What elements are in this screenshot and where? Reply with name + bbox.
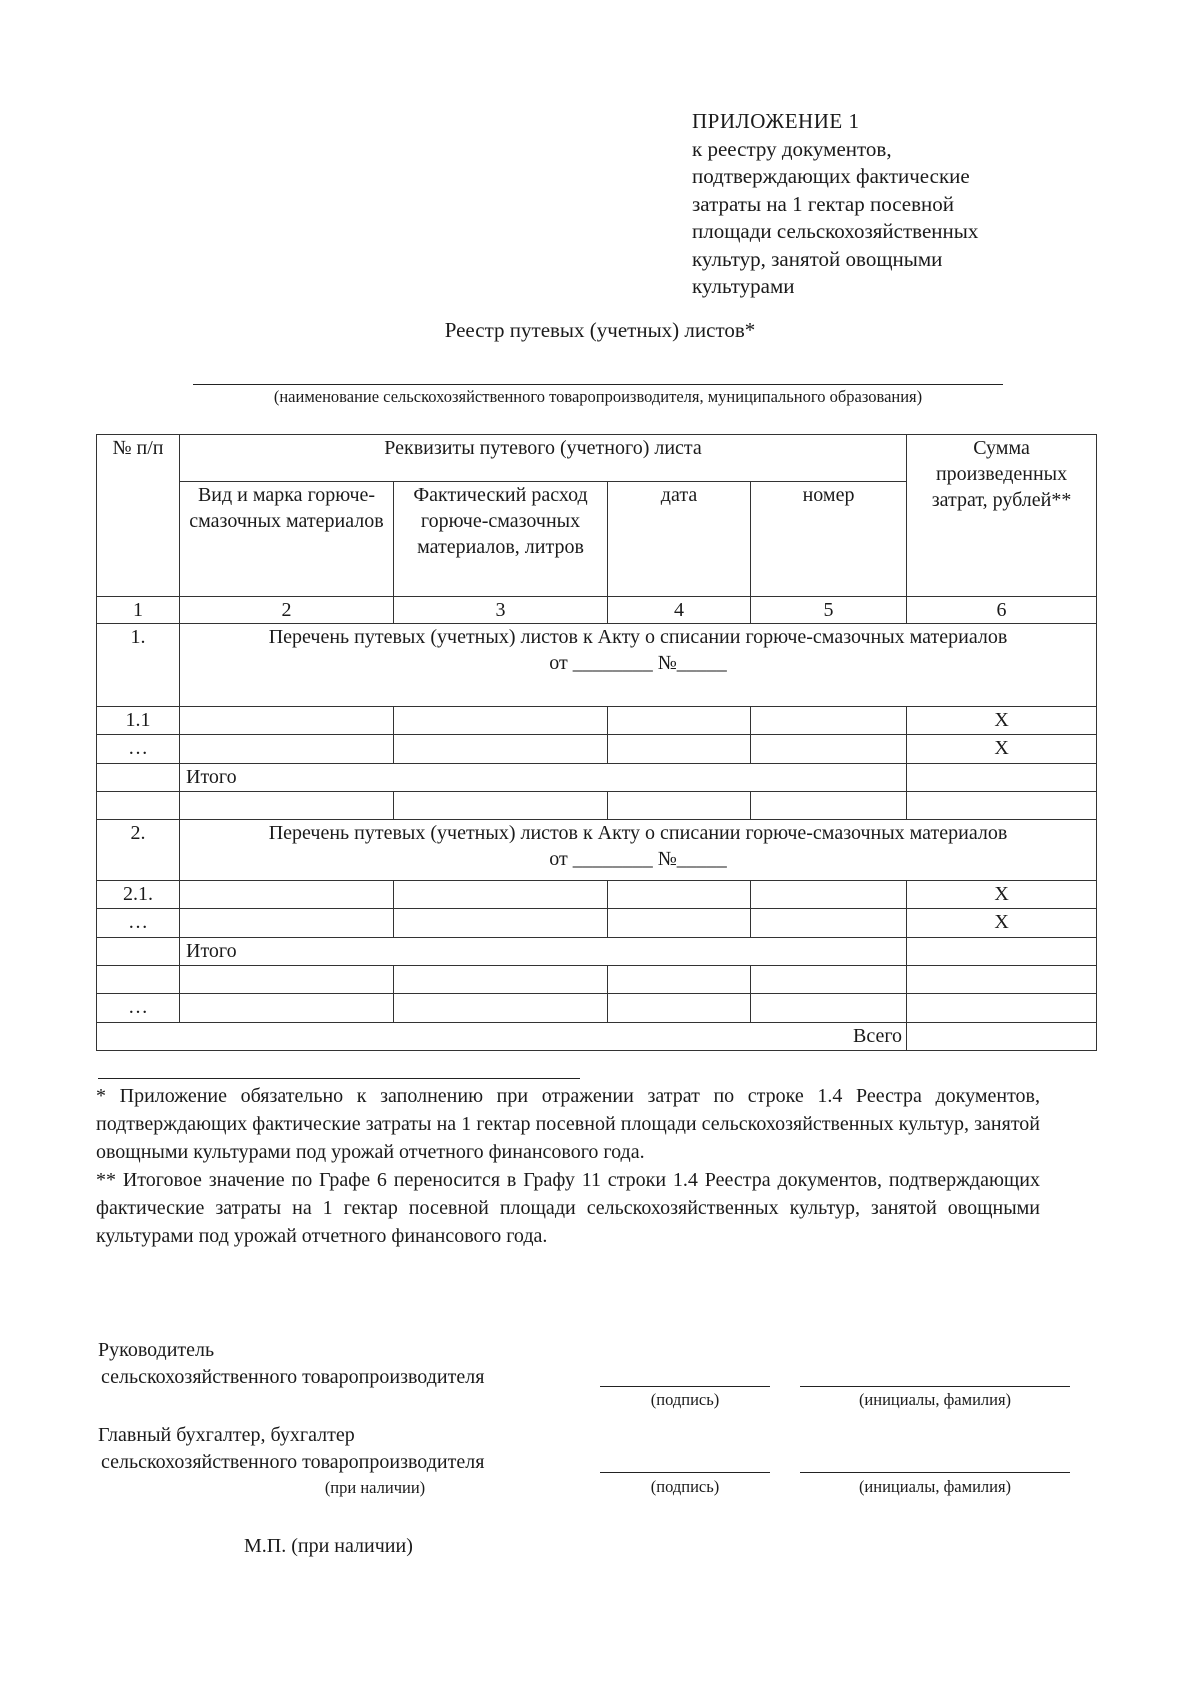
accountant-if-available: (при наличии) <box>324 1478 426 1497</box>
appendix-line: затраты на 1 гектар посевной <box>692 191 955 216</box>
table-cell <box>394 735 608 763</box>
table-cell <box>751 791 907 819</box>
subtotal-label: Итого <box>180 763 907 791</box>
table-cell <box>180 994 394 1022</box>
table-cell <box>97 965 180 993</box>
table-cell <box>608 994 751 1022</box>
table-cell <box>394 909 608 937</box>
table-cell <box>394 880 608 908</box>
org-name-line <box>193 384 1003 385</box>
head-name-line <box>800 1386 1070 1387</box>
table-cell <box>180 707 394 735</box>
table-cell <box>608 965 751 993</box>
head-signature-line <box>600 1386 770 1387</box>
section1-title <box>180 624 1097 707</box>
table-cell <box>751 707 907 735</box>
table-cell <box>907 965 1097 993</box>
row-ellipsis: … <box>97 735 180 763</box>
section1-from-no: от ________ №_____ <box>549 652 727 675</box>
accountant-title-org: сельскохозяйственного товаропроизводителя <box>101 1451 485 1473</box>
table-cell <box>180 965 394 993</box>
column-number: 5 <box>751 596 907 623</box>
registry-table <box>96 434 1097 1051</box>
table-cell <box>180 909 394 937</box>
section1-text: Перечень путевых (учетных) листов к Акту о списании горюче-смазочных материалов <box>268 626 1008 649</box>
x-mark: Х <box>907 707 1097 735</box>
grand-total-label: Всего <box>97 1022 907 1050</box>
appendix-line: культурами <box>692 274 795 298</box>
head-title: Руководитель <box>98 1339 215 1361</box>
table-cell <box>907 994 1097 1022</box>
section1-number: 1. <box>97 624 180 707</box>
table-cell <box>907 763 1097 791</box>
table-cell <box>751 735 907 763</box>
appendix-line: к реестру документов, <box>692 136 892 161</box>
table-cell <box>180 791 394 819</box>
table-cell <box>394 791 608 819</box>
footnotes <box>96 1082 1040 1250</box>
table-cell <box>608 707 751 735</box>
header-row-number: № п/п <box>97 435 180 597</box>
header-date: дата <box>608 481 751 596</box>
table-cell <box>97 937 180 965</box>
document-title: Реестр путевых (учетных) листов* <box>444 318 756 342</box>
column-number: 2 <box>180 596 394 623</box>
table-cell <box>907 937 1097 965</box>
column-number: 4 <box>608 596 751 623</box>
appendix-line: культур, занятой овощными <box>692 246 943 271</box>
footnote-separator <box>98 1078 580 1079</box>
table-cell <box>608 909 751 937</box>
accountant-name-caption: (инициалы, фамилия) <box>858 1477 1012 1496</box>
accountant-name-line <box>800 1472 1070 1473</box>
row-ellipsis: … <box>97 909 180 937</box>
row-number: 1.1 <box>97 707 180 735</box>
table-cell <box>394 707 608 735</box>
grand-total-value <box>907 1022 1097 1050</box>
accountant-signature-caption: (подпись) <box>650 1477 720 1496</box>
row-number: 2.1. <box>97 880 180 908</box>
table-cell <box>751 965 907 993</box>
header-sum: Сумма произведенных затрат, рублей** <box>907 435 1097 597</box>
table-cell <box>180 880 394 908</box>
appendix-line: подтверждающих фактические <box>692 164 970 188</box>
section2-text: Перечень путевых (учетных) листов к Акту о списании горюче-смазочных материалов <box>268 822 1008 845</box>
footnote-1: * Приложение обязательно к заполнению при отражении затрат по строке 1.4 Реестра документов, подтверждающих фактические затраты на 1 гектар посевной площади сельскохозяйственных культур, занятой овощными культурами под урожай отчетного финансового года. <box>96 1085 1040 1163</box>
column-number: 1 <box>97 596 180 623</box>
header-fuel-consumption: Фактический расход горюче-смазочных материалов, литров <box>394 481 608 596</box>
table-cell <box>608 791 751 819</box>
appendix-header <box>692 108 1072 301</box>
head-name-caption: (инициалы, фамилия) <box>858 1390 1012 1409</box>
table-cell <box>608 880 751 908</box>
header-waybill-details: Реквизиты путевого (учетного) листа <box>180 435 907 482</box>
footnote-2: ** Итоговое значение по Графе 6 переносится в Графу 11 строки 1.4 Реестра документов, подтверждающих фактические затраты на 1 гектар посевной площади сельскохозяйственных культур, занятой овощными культурами под урожай отчетного финансового года. <box>96 1169 1040 1247</box>
x-mark: Х <box>907 880 1097 908</box>
head-title-org: сельскохозяйственного товаропроизводителя <box>101 1366 485 1388</box>
section2-number: 2. <box>97 820 180 881</box>
table-cell <box>97 763 180 791</box>
table-cell <box>751 880 907 908</box>
table-cell <box>394 994 608 1022</box>
header-number: номер <box>751 481 907 596</box>
header-fuel-type: Вид и марка горюче-смазочных материалов <box>180 481 394 596</box>
table-cell <box>394 965 608 993</box>
row-ellipsis: … <box>97 994 180 1022</box>
table-cell <box>751 994 907 1022</box>
column-number: 3 <box>394 596 608 623</box>
org-name-caption: (наименование сельскохозяйственного товаропроизводителя, муниципального образования) <box>273 387 923 406</box>
table-cell <box>751 909 907 937</box>
section2-from-no: от ________ №_____ <box>549 848 727 871</box>
column-number: 6 <box>907 596 1097 623</box>
section2-title <box>180 820 1097 881</box>
table-cell <box>608 735 751 763</box>
table-cell <box>97 791 180 819</box>
accountant-signature-line <box>600 1472 770 1473</box>
x-mark: Х <box>907 909 1097 937</box>
x-mark: Х <box>907 735 1097 763</box>
appendix-line: площади сельскохозяйственных <box>692 219 979 243</box>
accountant-title: Главный бухгалтер, бухгалтер <box>98 1424 355 1446</box>
table-cell <box>180 735 394 763</box>
appendix-heading: ПРИЛОЖЕНИЕ 1 <box>692 109 860 133</box>
table-cell <box>907 791 1097 819</box>
stamp-place: М.П. (при наличии) <box>244 1535 413 1557</box>
subtotal-label: Итого <box>180 937 907 965</box>
head-signature-caption: (подпись) <box>650 1390 720 1409</box>
